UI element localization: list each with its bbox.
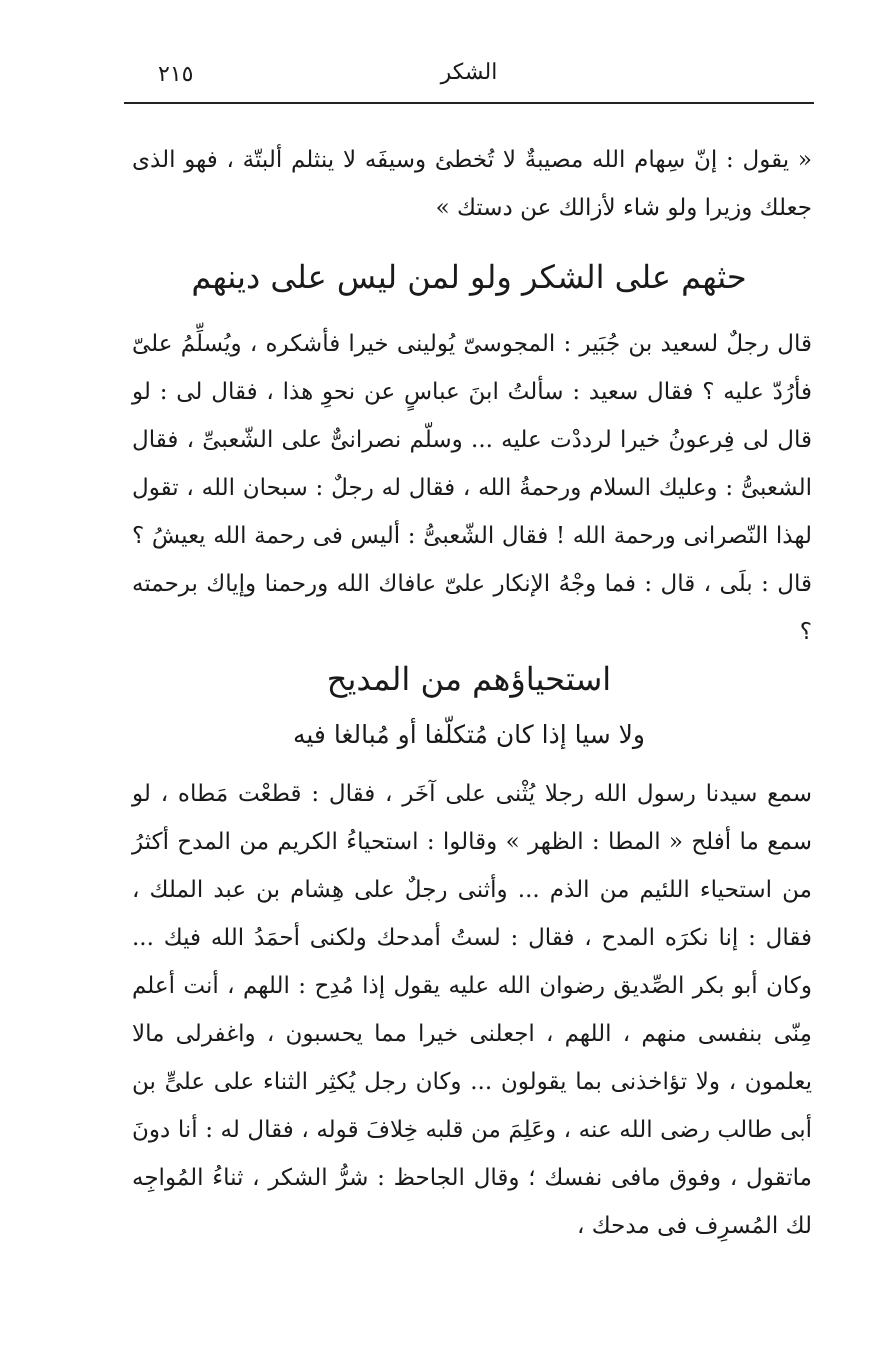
quote-paragraph: « يقول : إنّ سِهام الله مصيبةٌ لا تُخطئ وسيفَه لا ينثلم ألبتّة ، فهو الذى جعلك وزيرا ولو شاء لأزالك عن دستك » [132, 147, 812, 221]
section-heading-gratitude: حثهم على الشكر ولو لمن ليس على دينهم [191, 258, 747, 296]
running-title: الشكر [440, 60, 498, 85]
section-heading-modesty: استحياؤهم من المديح [326, 660, 612, 698]
paragraph-modesty: سمع سيدنا رسول الله رجلا يُثْنى على آخَر ، فقال : قطعْت مَطاه ، لو سمع ما أفلح « المطا : الظهر » وقالوا : استحياءُ الكريم من المدح أكثرُ من استحياء اللئيم من الذم ... وأثنى رجلٌ على هِشام بن عبد الملك ، فقال : إنا نكرَه المدح ، فقال : لستُ أمدحك ولكنى أحمَدُ الله فيك ... وكان أبو بكر الصِّديق رضوان الله عليه يقول إذا مُدِح : اللهم ، أنت أعلم مِنّى بنفسى منهم ، اللهم ، اجعلنى خيرا مما يحسبون ، واغفرلى مالا يعلمون ، ولا تؤاخذنى بما يقولون ... وكان رجل يُكثِر الثناء على علىٍّ بن أبى طالب رضى الله عنه ، وعَلِمَ من قلبه خِلافَ قوله ، فقال له : أنا دونَ ماتقول ، وفوق مافى نفسك ؛ وقال الجاحظ : شرُّ الشكر ، ثناءُ المُواجِه لك المُسرِف فى مدحك ، [132, 781, 812, 1239]
header-divider [124, 102, 814, 104]
section-subheading-modesty: ولا سيا إذا كان مُتكلّفا أو مُبالغا فيه [292, 720, 645, 749]
page-header [124, 52, 814, 100]
page-number: ٢١٥ [158, 62, 194, 87]
paragraph-gratitude: قال رجلٌ لسعيد بن جُبَير : المجوسىّ يُولينى خيرا فأشكره ، ويُسلِّمُ علىّ فأرُدّ عليه ؟ فقال سعيد : سألتُ ابنَ عباسٍ عن نحوِ هذا ، فقال لى : لو قال لى فِرعونُ خيرا لرددْت عليه ... وسلّم نصرانىٌّ على الشّعبىِّ ، فقال الشعبىُّ : وعليك السلام ورحمةُ الله ، فقال له رجلٌ : سبحان الله ، تقول لهذا النّصرانى ورحمة الله ! فقال الشّعبىُّ : أليس فى رحمة الله يعيشُ ؟ قال : بلَى ، قال : فما وجْهُ الإنكار علىّ عافاك الله ورحمنا وإياك برحمته ؟ [132, 331, 812, 645]
